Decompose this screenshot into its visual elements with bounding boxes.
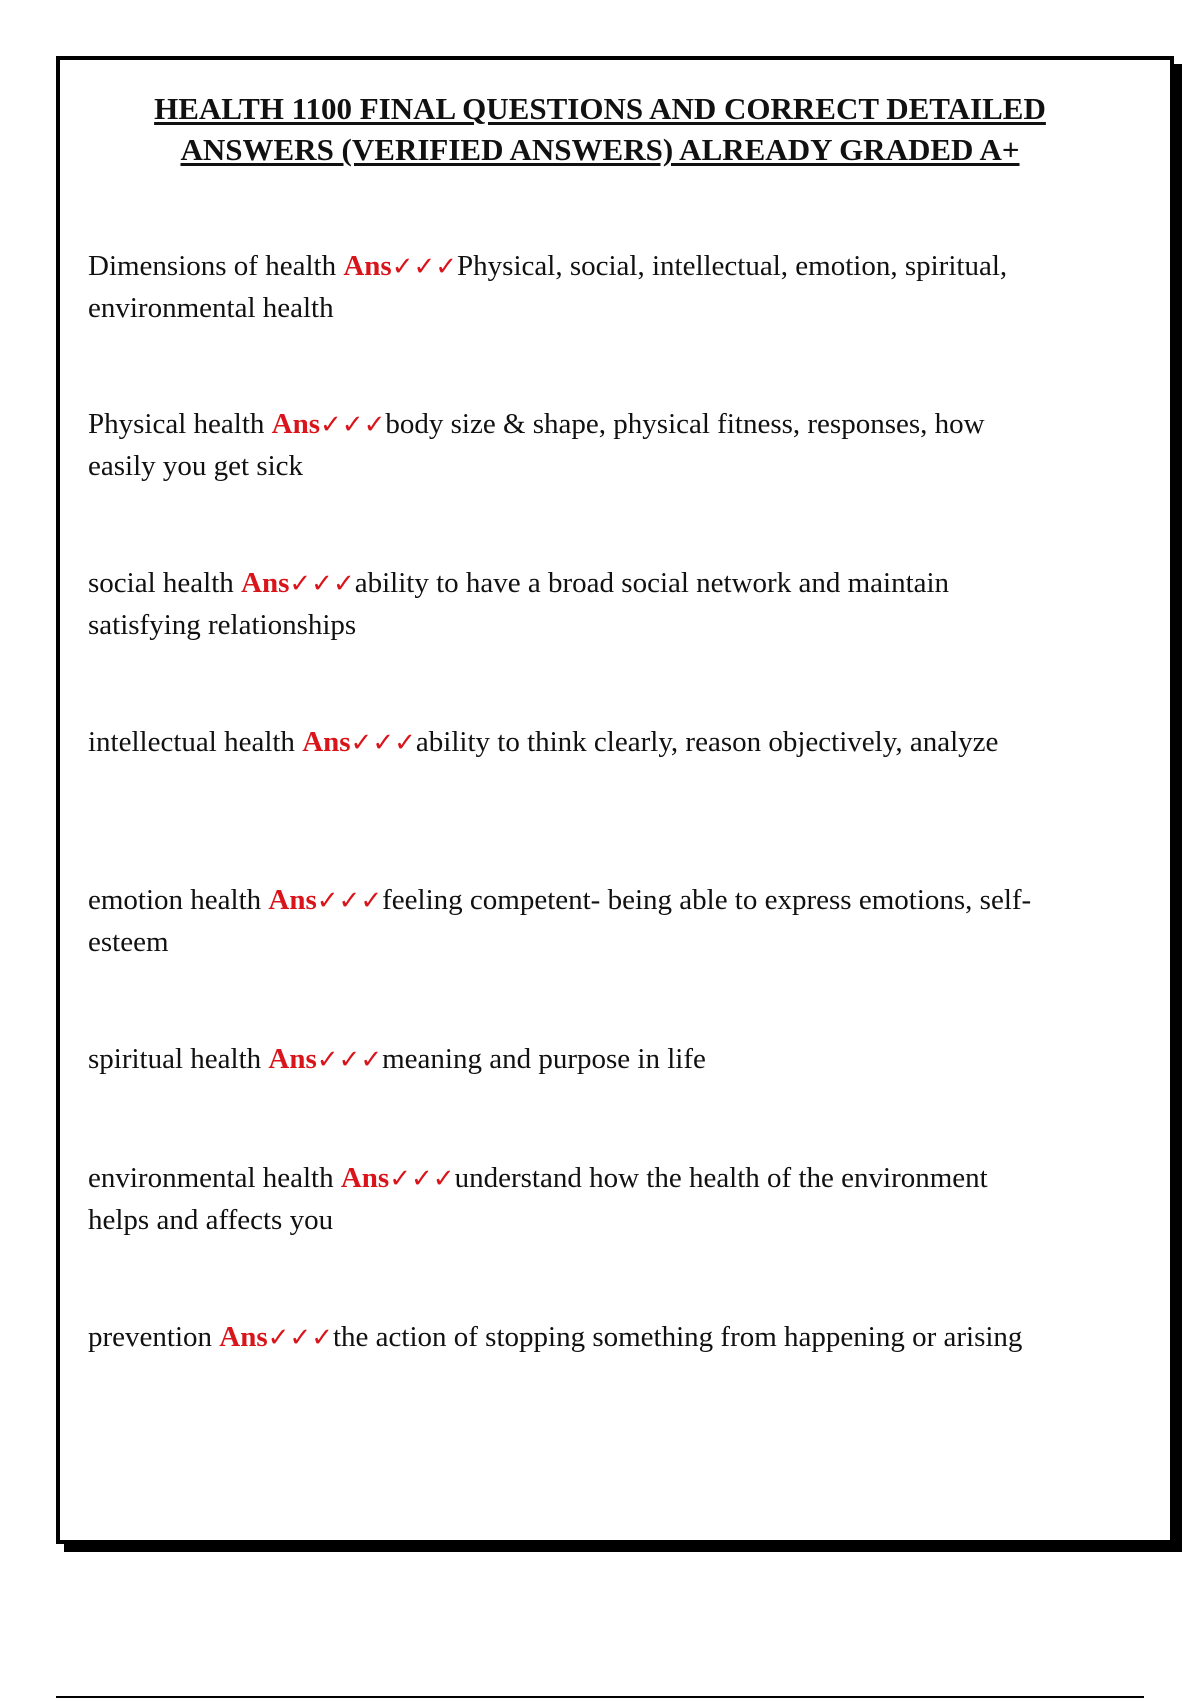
ans-label: Ans	[219, 1321, 268, 1353]
checkmark-icon: ✓✓✓	[316, 886, 383, 916]
qa-answer: Physical, social, intellectual, emotion, spiritual, environmental health	[88, 250, 1008, 324]
qa-answer: ability to think clearly, reason objectively, analyze	[415, 726, 999, 758]
qa-item	[88, 246, 1038, 329]
qa-answer: meaning and purpose in life	[382, 1043, 706, 1075]
document-title	[80, 88, 1120, 170]
qa-item	[88, 722, 1038, 764]
qa-term: spiritual health	[88, 1043, 262, 1075]
qa-item	[88, 880, 1038, 963]
qa-term: intellectual health	[88, 726, 295, 758]
ans-label: Ans	[340, 1162, 390, 1194]
ans-label: Ans	[268, 1043, 317, 1075]
checkmark-icon: ✓✓✓	[391, 252, 458, 282]
ans-label: Ans	[268, 884, 317, 916]
qa-item	[88, 1158, 1038, 1241]
checkmark-icon: ✓✓✓	[267, 1323, 333, 1353]
qa-answer: body size & shape, physical fitness, responses, how easily you get sick	[88, 408, 985, 482]
ans-label: Ans	[302, 726, 351, 758]
checkmark-icon: ✓✓✓	[289, 569, 355, 599]
qa-answer: feeling competent- being able to express emotions, self-esteem	[88, 884, 1032, 958]
qa-answer: the action of stopping something from happening or arising	[332, 1321, 1023, 1353]
qa-term: environmental health	[88, 1162, 334, 1194]
ans-label: Ans	[271, 408, 320, 440]
qa-term: prevention	[88, 1321, 213, 1353]
qa-item	[88, 1317, 1038, 1359]
qa-item	[88, 563, 1038, 646]
checkmark-icon: ✓✓✓	[320, 410, 386, 440]
bottom-rule	[56, 1696, 1144, 1698]
qa-item	[88, 404, 1038, 487]
checkmark-icon: ✓✓✓	[350, 728, 416, 758]
checkmark-icon: ✓✓✓	[316, 1045, 383, 1075]
qa-answer: ability to have a broad social network and maintain satisfying relationships	[88, 567, 950, 641]
qa-term: social health	[88, 567, 234, 599]
qa-item	[88, 1039, 1038, 1081]
ans-label: Ans	[241, 567, 290, 599]
title-line-2: ANSWERS (VERIFIED ANSWERS) ALREADY GRADED A+	[180, 132, 1020, 167]
qa-term: Dimensions of health	[88, 250, 337, 282]
qa-answer: understand how the health of the environment helps and affects you	[88, 1162, 988, 1236]
ans-label: Ans	[343, 250, 392, 282]
title-line-1: HEALTH 1100 FINAL QUESTIONS AND CORRECT DETAILED	[154, 91, 1046, 126]
qa-term: Physical health	[88, 408, 265, 440]
qa-term: emotion health	[88, 884, 262, 916]
checkmark-icon: ✓✓✓	[389, 1164, 455, 1194]
